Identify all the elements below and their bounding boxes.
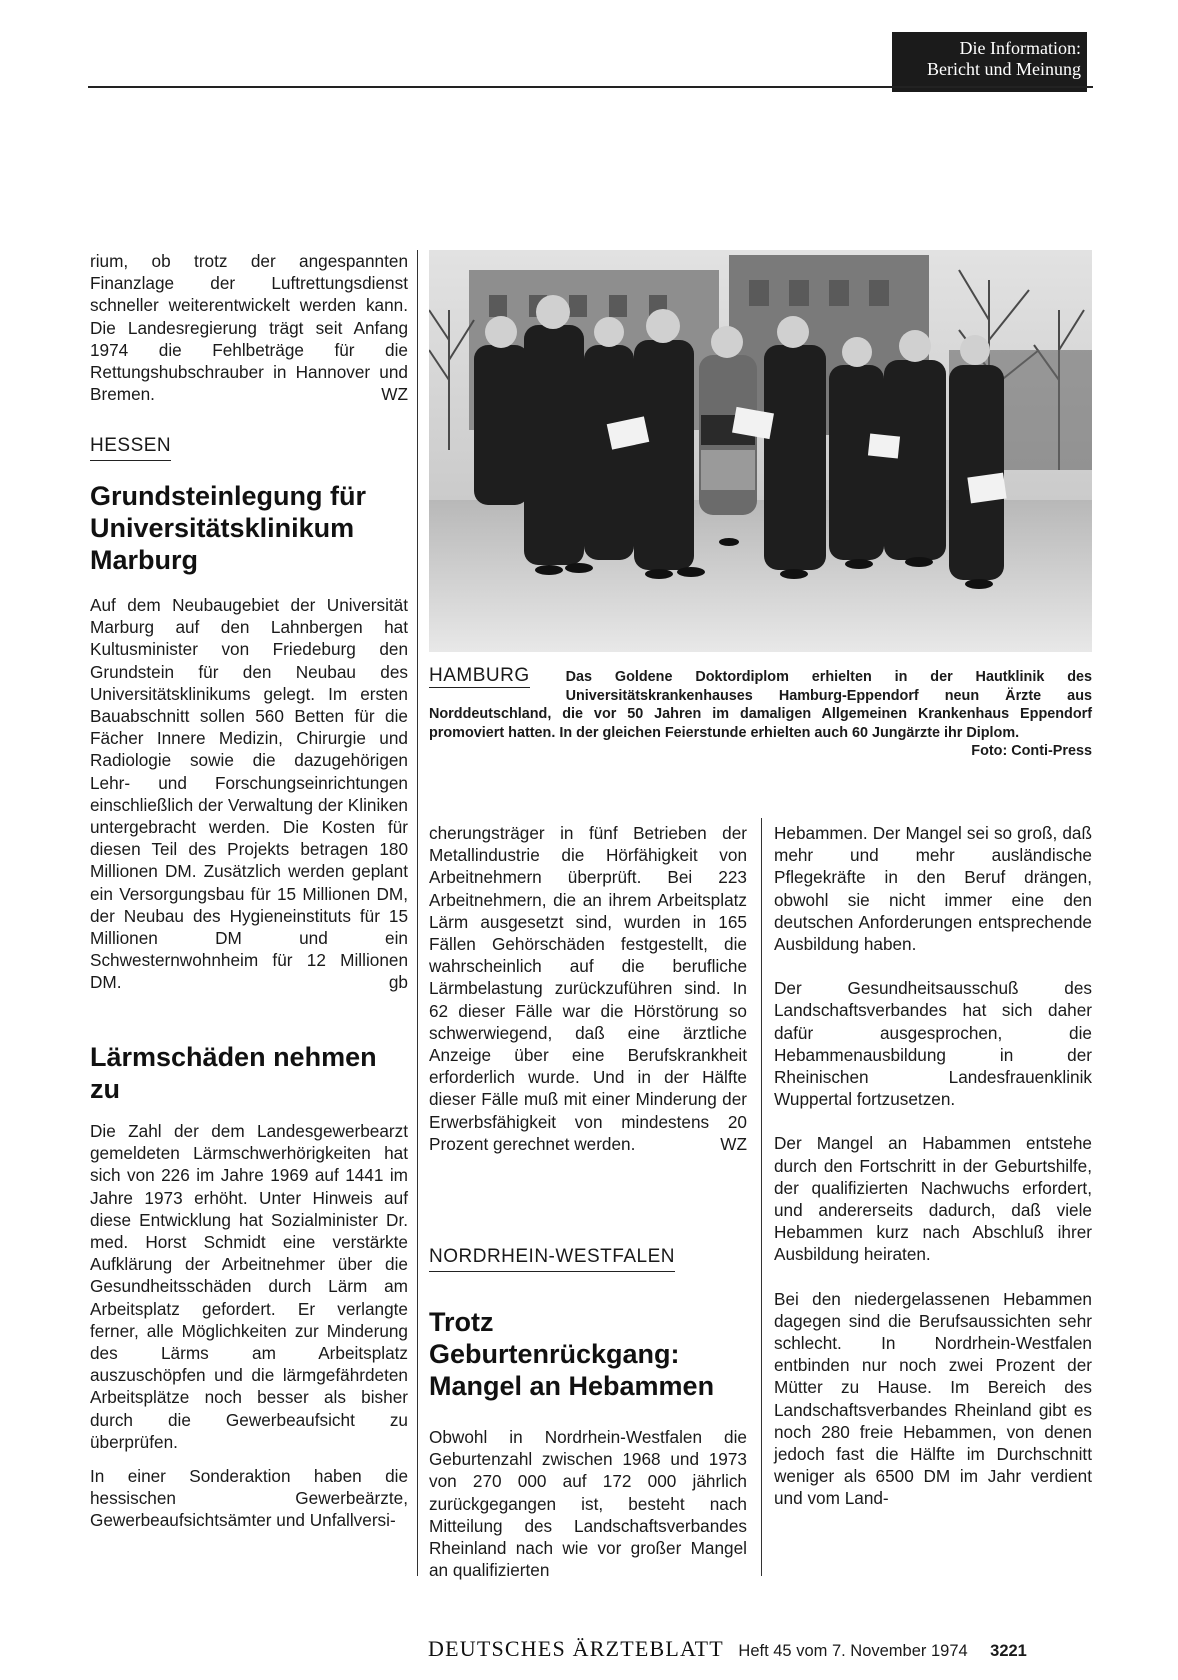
photo-caption [429, 665, 1092, 761]
section-tag-line2: Bericht und Meinung [927, 59, 1081, 79]
issue-info: Heft 45 vom 7. November 1974 [738, 1642, 968, 1660]
group-photo-image [429, 250, 1092, 652]
article-laerm-p2: In einer Sonderaktion haben die hessischen Gewerbeärzte, Gewerbeaufsichtsämter und Unfallversi- [90, 1466, 408, 1531]
masthead: DEUTSCHES ÄRZTEBLATT [428, 1636, 724, 1661]
group-photo [429, 250, 1092, 652]
col1-intro-text: rium, ob trotz der angespannten Finanzlage der Luftrettungsdienst schneller weiterentwickelt werden kann. Die Landesregierung trägt seit Anfang 1974 die Fehlbeträge für die Rettungshubschrauber in Hannover und Bremen. [90, 251, 408, 405]
col3-p3: Der Mangel an Habammen entstehe durch den Fortschritt in der Geburtshilfe, der qualifizierten Nachwuchs erfordert, und andererseits dadurch, daß viele Hebammen kurz nach Abschluß ihrer Ausbildung heiraten. [774, 1133, 1092, 1265]
column-rule [761, 818, 762, 1576]
article-laerm-p1: Die Zahl der dem Landesgewerbearzt gemeldeten Lärmschwerhörigkeiten hat sich von 226 im Jahre 1969 auf 1441 im Jahre 1973 erhöht. Unter Hinweis auf diese Entwicklung hat Sozialminister Dr. med. Horst Schmidt eine verstärkte Aufklärung der Arbeitnehmer über die Gesundheitsschäden durch Lärm am Arbeitsplatz gefordert. Er verlangte ferner, alle Möglichkeiten zur Minderung des Lärms am Arbeitsplatz auszuschöpfen und die lärmgefährdeten Arbeitsplätze noch besser als bisher durch die Gewerbeaufsicht zu überprüfen. [90, 1121, 408, 1452]
page-number: 3221 [990, 1642, 1027, 1660]
region-label-hamburg: HAMBURG [429, 665, 530, 686]
photo-credit: Foto: Conti-Press [971, 743, 1092, 759]
column-rule [417, 250, 418, 1576]
header-rule [88, 86, 1093, 88]
photo-caption-text: Das Goldene Doktordiplom erhielten in der Hautklinik des Universitätskrankenhauses Hamburg-Eppendorf neun Ärzte aus Norddeutschland, die vor 50 Jahren im damaligen Allgemeinen Krankenhaus Eppendorf promoviert hatten. In der gleichen Feierstunde erhielten auch 60 Jungärzte ihr Diplom. [429, 669, 1092, 741]
headline-nrw: Trotz Geburtenrückgang: Mangel an Hebammen [429, 1307, 715, 1401]
article-nrw-text: Obwohl in Nordrhein-Westfalen die Geburtenzahl zwischen 1968 und 1973 von 270 000 auf 172 000 jährlich zurückgegangen ist, besteht nach Mitteilung des Landschaftsverbandes Rheinland nach wie vor großer Mangel an qualifizierten [429, 1427, 747, 1581]
article-laerm-body [90, 1120, 408, 1532]
col3-p1: Hebammen. Der Mangel sei so groß, daß mehr und mehr ausländische Pflegekräfte in den Beruf drängen, obwohl sie nicht immer eine den deutschen Anforderungen entsprechende Ausbildung haben. [774, 823, 1092, 955]
col1-intro [90, 250, 408, 405]
region-hessen-text: HESSEN [90, 434, 171, 461]
region-label-hessen [90, 434, 408, 461]
headline-hessen: Grundsteinlegung für Universitätsklinikum Marburg [90, 481, 366, 575]
page-footer [428, 1636, 1092, 1662]
region-nrw-text: NORDRHEIN-WESTFALEN [429, 1245, 675, 1272]
col3-body [774, 822, 1092, 1510]
col3-p2: Der Gesundheitsausschuß des Landschaftsverbandes hat sich daher dafür ausgesprochen, die Hebammenausbildung in der Rheinischen Landesfrauenklinik Wuppertal fortzusetzen. [774, 978, 1092, 1110]
region-label-nrw [429, 1245, 747, 1272]
col2-continuation-text: cherungsträger in fünf Betrieben der Metallindustrie die Hörfähigkeit von Arbeitnehmern überprüft. Bei 223 Arbeitnehmern, die an ihrem Arbeitsplatz Lärm ausgesetzt sind, wurden in 165 Fällen Gehörschäden festgestellt, die wahrscheinlich auf die berufliche Lärmbelastung zurückzuführen sind. In 62 dieser Fälle war die Hörstörung so schwerwiegend, daß eine ärztliche Anzeige über eine Berufskrankheit erforderlich wurde. Und in der Hälfte dieser Fälle muß mit einer Minderung der Erwerbsfähigkeit von mindestens 20 Prozent gerechnet werden. [429, 823, 747, 1154]
article-nrw-body [429, 1426, 747, 1581]
section-tag [892, 32, 1087, 92]
author-sign: gb [388, 972, 408, 993]
section-tag-line1: Die Information: [959, 38, 1081, 58]
headline-laerm: Lärmschäden nehmen zu [90, 1042, 377, 1104]
article-hessen-body [90, 594, 408, 994]
article-hessen-text: Auf dem Neubaugebiet der Universität Marburg auf den Lahnbergen hat Kultusminister von Friedeburg den Grundstein für den Neubau des Universitätsklinikums gelegt. Im ersten Bauabschnitt sollen 560 Betten für die Fächer Innere Medizin, Chirurgie und Radiologie sowie die dazugehörigen Lehr- und Forschungseinrichtungen einschließlich der Verwaltung der Kliniken untergebracht werden. Die Kosten für diesen Teil des Projekts betragen 180 Millionen DM. Zusätzlich werden geplant ein Versorgungsbau für 15 Millionen DM, der Neubau des Hygieneinstituts für 15 Millionen DM und ein Schwesternwohnheim für 12 Millionen DM. [90, 595, 408, 993]
author-sign: WZ [720, 1133, 747, 1154]
author-sign: WZ [381, 384, 408, 405]
col3-p4: Bei den niedergelassenen Hebammen dagegen sind die Berufsaussichten sehr schlecht. In Nordrhein-Westfalen entbinden nur noch zwei Prozent der Mütter zu Hause. Im Bereich des Landschaftsverbandes Rheinland gibt es noch 280 freie Hebammen, von denen jedoch fast die Hälfte im Durchschnitt weniger als 6500 DM im Jahr verdient und vom Land- [774, 1288, 1092, 1509]
col2-continuation [429, 822, 747, 1155]
